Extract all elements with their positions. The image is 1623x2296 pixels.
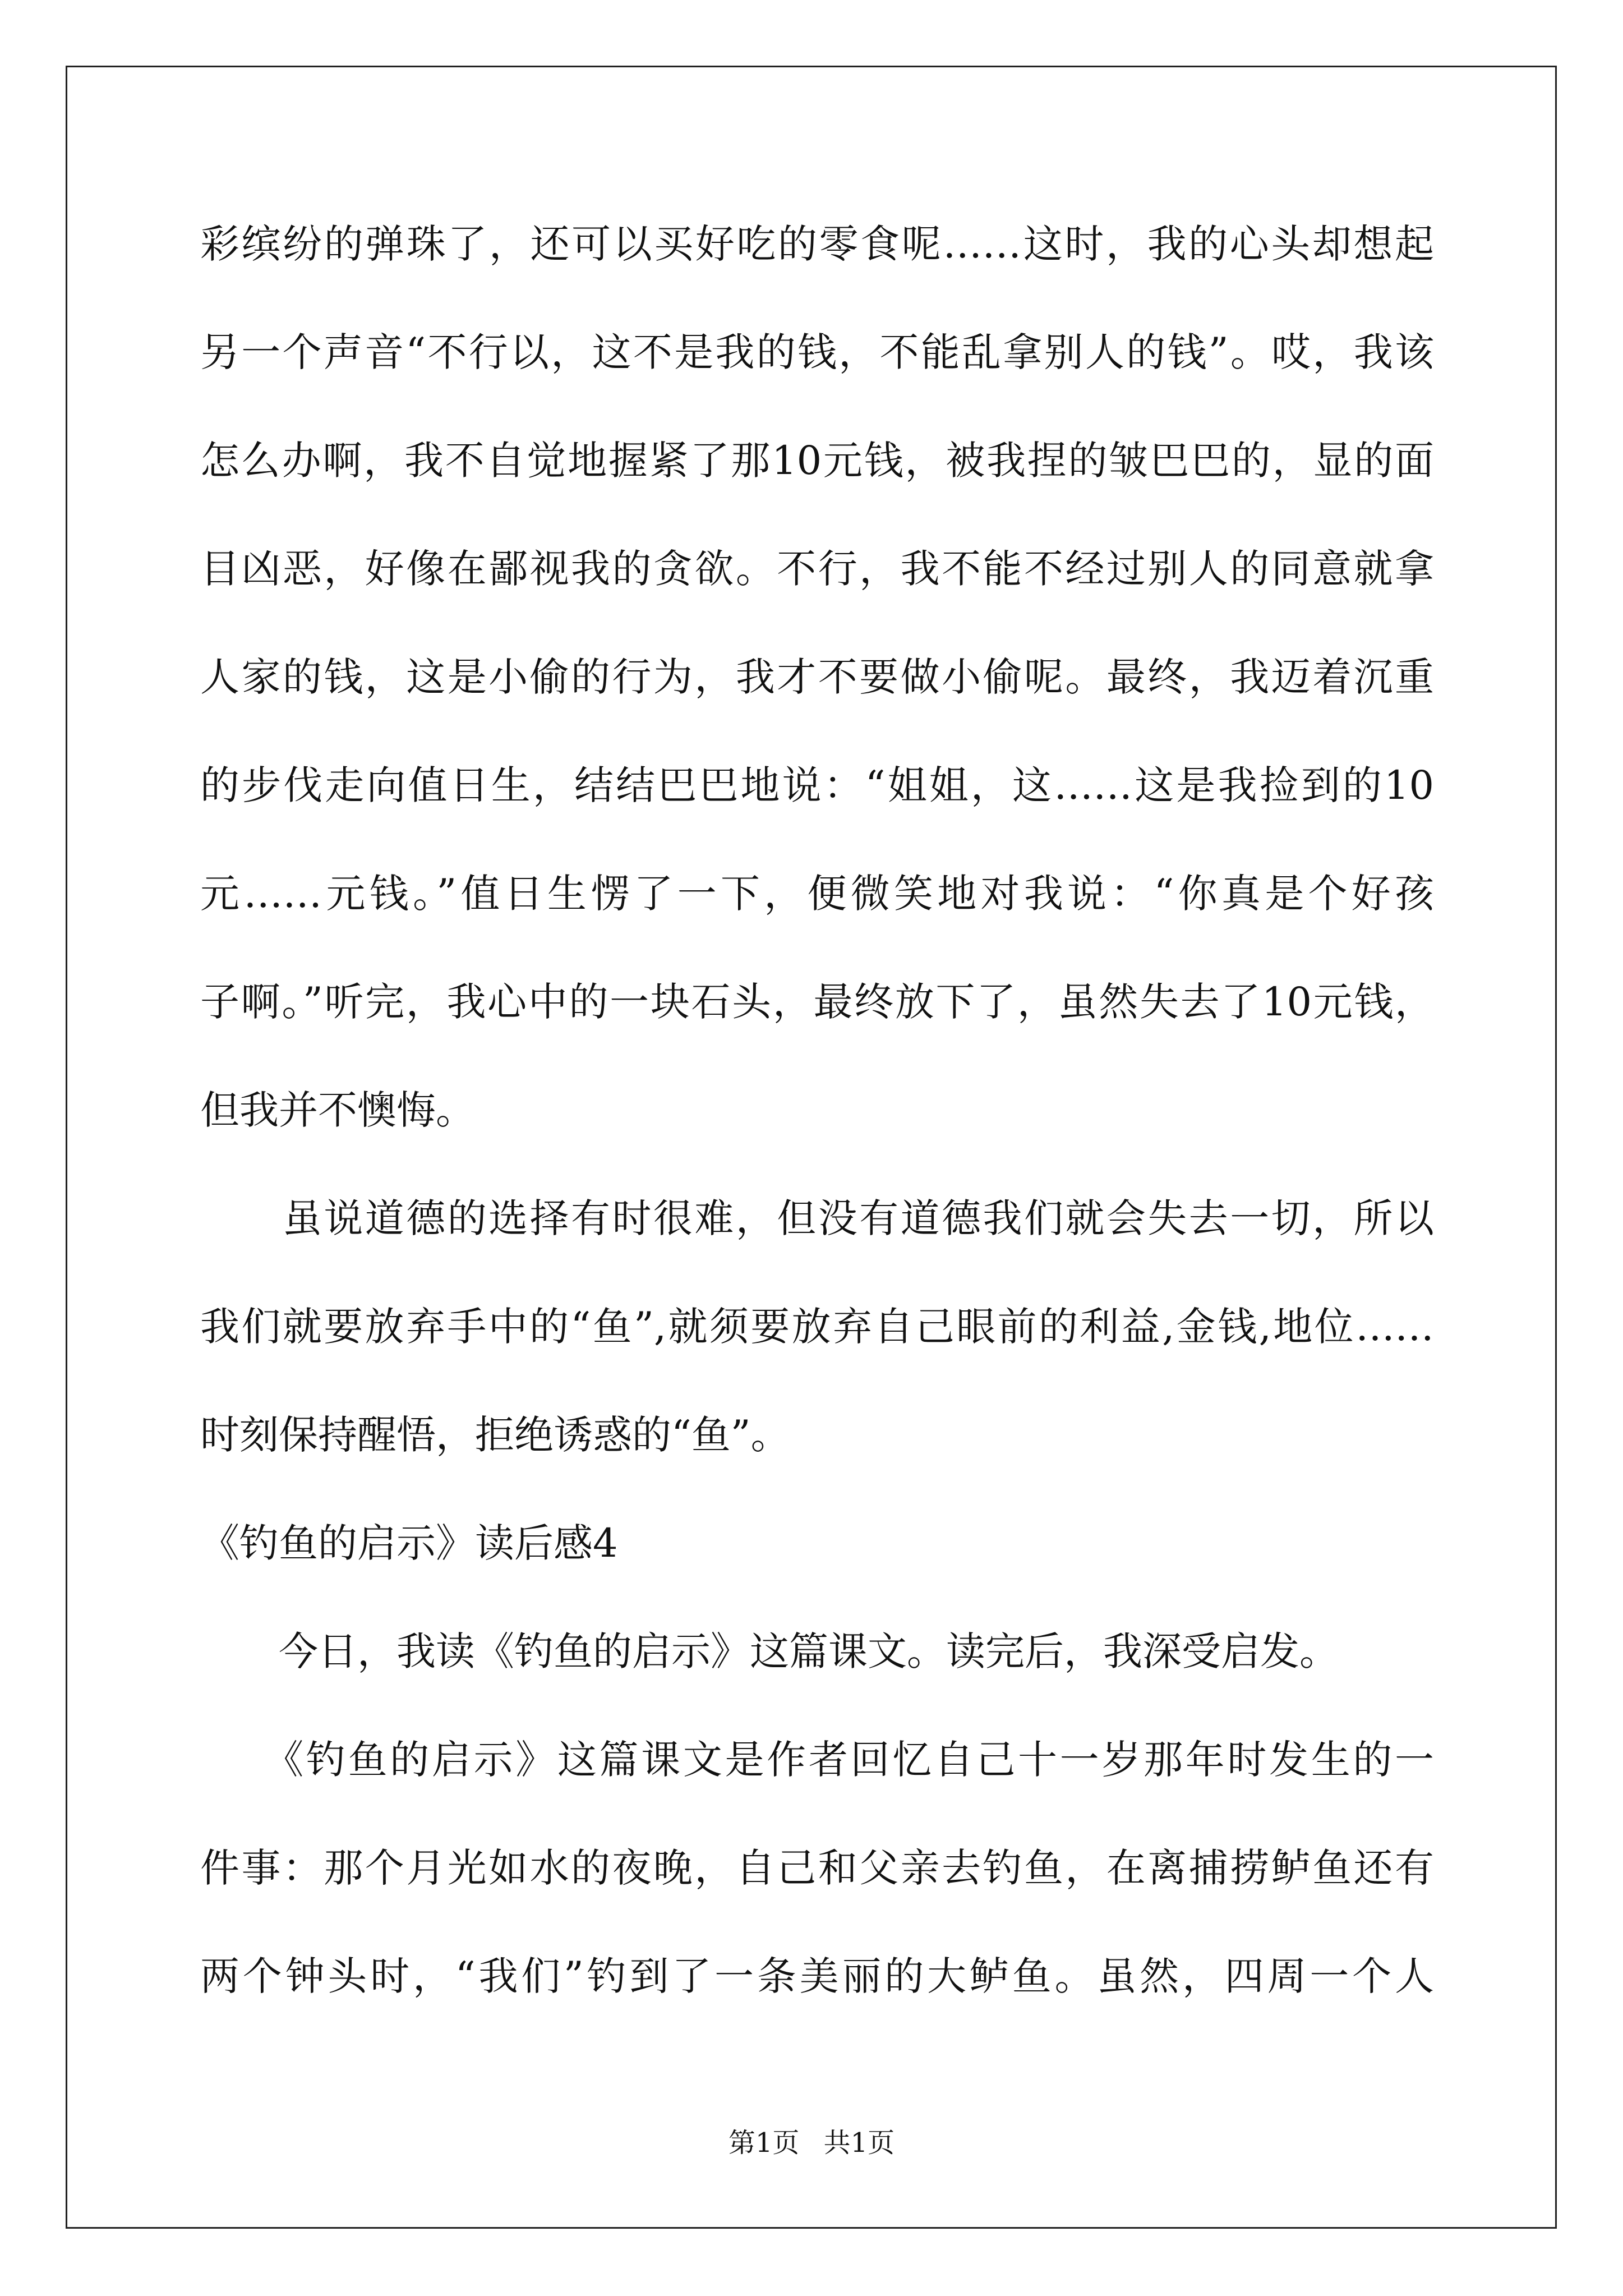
text-line: 的步伐走向值日生，结结巴巴地说：“姐姐，这……这是我捡到的10 [200, 762, 1434, 808]
text-line: 两个钟头时，“我们”钓到了一条美丽的大鲈鱼。虽然，四周一个人 [200, 1953, 1434, 1999]
text-line: 元……元钱。”值日生愣了一下，便微笑地对我说：“你真是个好孩 [200, 871, 1434, 917]
page-number: 第1页 [728, 2127, 800, 2159]
text-line: 今日，我读《钓鱼的启示》这篇课文。读完后，我深受启发。 [200, 1628, 1339, 1674]
text-line: 另一个声音“不行以，这不是我的钱，不能乱拿别人的钱”。哎，我该 [200, 329, 1434, 375]
text-line: 《钓鱼的启示》这篇课文是作者回忆自己十一岁那年时发生的一 [200, 1737, 1434, 1783]
page-footer [0, 2126, 1623, 2160]
text-line: 但我并不懊悔。 [200, 1087, 475, 1133]
text-line: 虽说道德的选择有时很难，但没有道德我们就会失去一切，所以 [200, 1195, 1434, 1241]
page-total: 共1页 [823, 2127, 895, 2159]
text-line: 怎么办啊，我不自觉地握紧了那10元钱，被我捏的皱巴巴的，显的面 [200, 438, 1434, 484]
text-line: 件事：那个月光如水的夜晚，自己和父亲去钓鱼，在离捕捞鲈鱼还有 [200, 1845, 1434, 1891]
section-heading: 《钓鱼的启示》读后感4 [200, 1520, 618, 1566]
text-line: 时刻保持醒悟，拒绝诱惑的“鱼”。 [200, 1412, 790, 1458]
text-line: 人家的钱，这是小偷的行为，我才不要做小偷呢。最终，我迈着沉重 [200, 654, 1434, 700]
page-border [66, 66, 1557, 2229]
text-line: 目凶恶，好像在鄙视我的贪欲。不行，我不能不经过别人的同意就拿 [200, 546, 1434, 592]
text-line: 子啊。”听完，我心中的一块石头，最终放下了，虽然失去了10元钱， [200, 979, 1434, 1025]
text-line: 我们就要放弃手中的“鱼”,就须要放弃自己眼前的利益,金钱,地位…… [200, 1304, 1434, 1350]
text-line: 彩缤纷的弹珠了，还可以买好吃的零食呢……这时，我的心头却想起 [200, 221, 1434, 267]
